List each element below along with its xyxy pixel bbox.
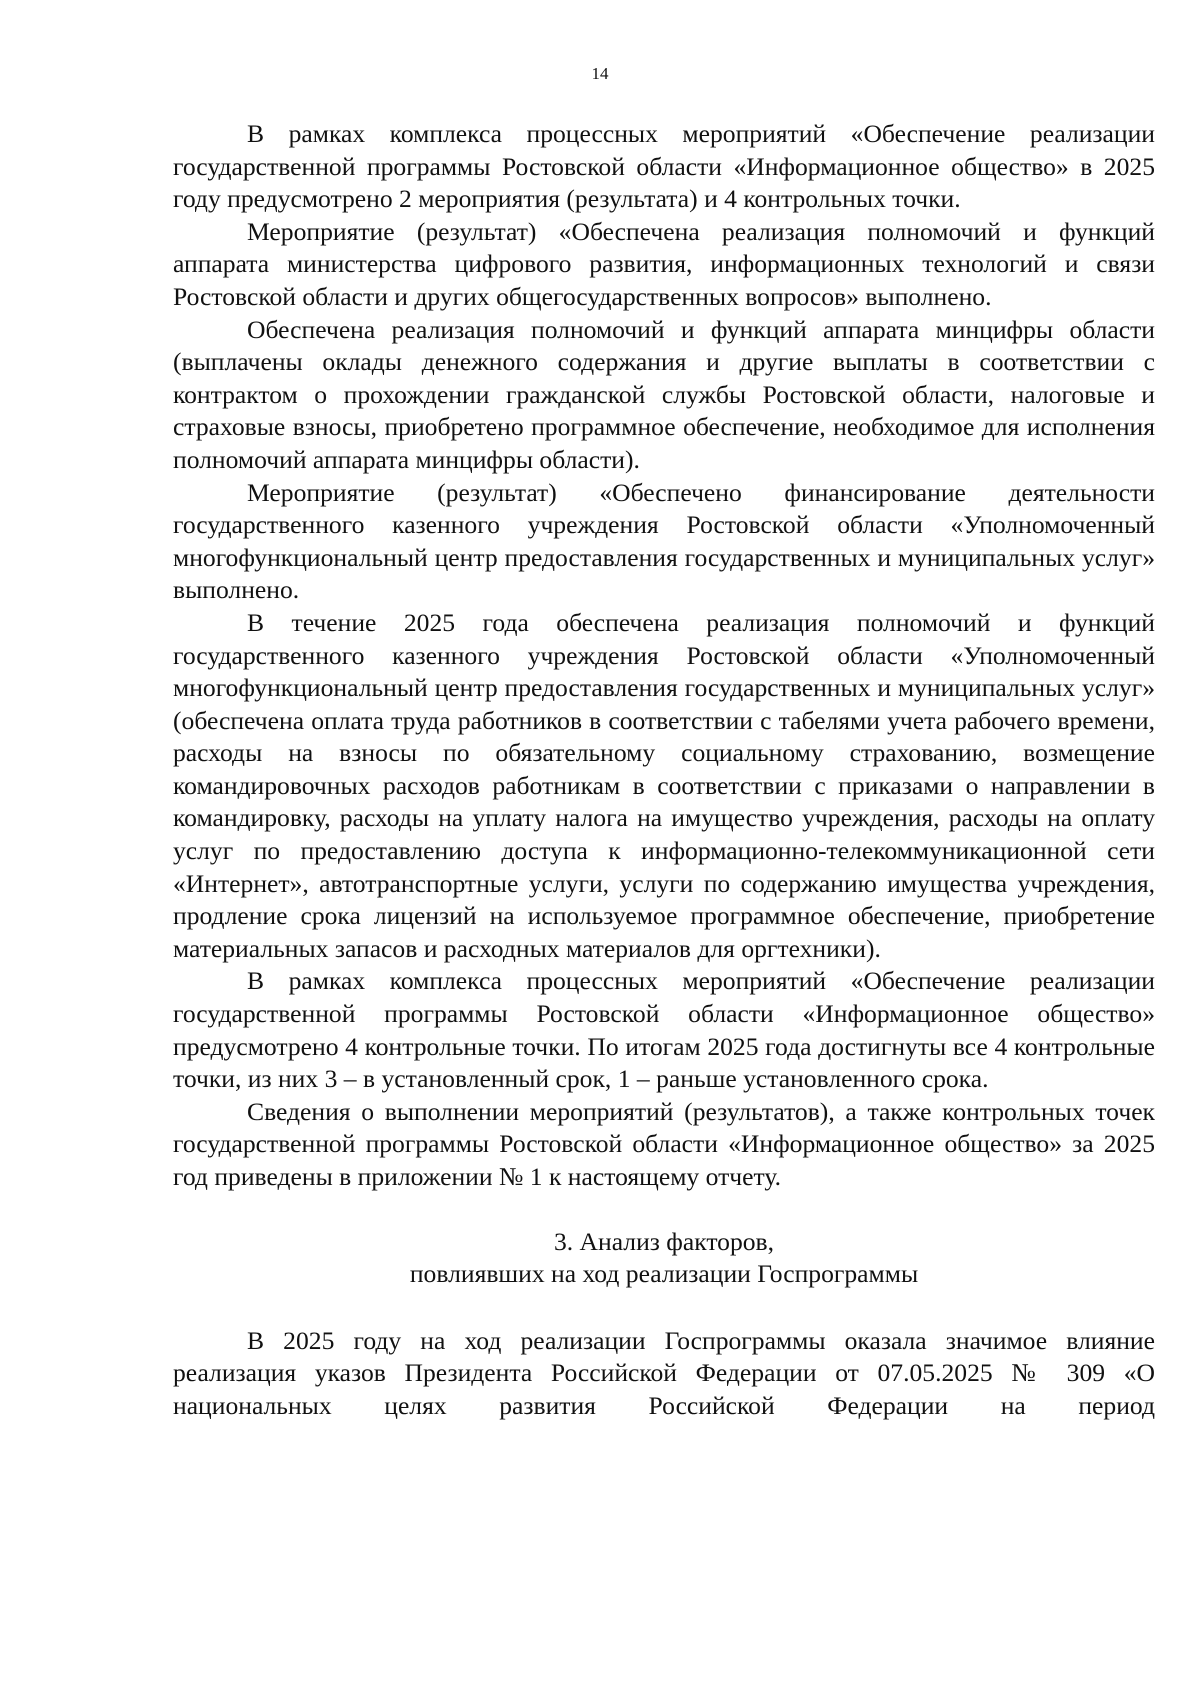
paragraph-5: В течение 2025 года обеспечена реализация полномочий и функций государственного казенного учреждения Ростовской области «Уполномоченный многофункциональный центр предоставления государственных и муниципальных услуг» (обеспечена оплата труда работников в соответствии с табелями учета рабочего времени, расходы на взносы по обязательному социальному страхованию, возмещение командировочных расходов работникам в соответствии с приказами о направлении в командировку, расходы на уплату налога на имущество учреждения, расходы на оплату услуг по предоставлению доступа к информационно-телекоммуникационной сети «Интернет», автотранспортные услуги, услуги по содержанию имущества учреждения, продление срока лицензий на используемое программное обеспечение, приобретение материальных запасов и расходных материалов для оргтехники). xyxy=(173,607,1155,963)
paragraph-3: Обеспечена реализация полномочий и функций аппарата минцифры области (выплачены оклады денежного содержания и другие выплаты в соответствии с контрактом о прохождении гражданской службы Ростовской области, налоговые и страховые взносы, приобретено программное обеспечение, необходимое для исполнения полномочий аппарата минцифры области). xyxy=(173,314,1155,474)
section-heading-line-2: повлиявших на ход реализации Госпрограммы xyxy=(409,1259,919,1289)
paragraph-6: В рамках комплекса процессных мероприятий «Обеспечение реализации государственной программы Ростовской области «Информационное общество» предусмотрено 4 контрольные точки. По итогам 2025 года достигнуты все 4 контрольные точки, из них 3 – в установленный срок, 1 – раньше установленного срока. xyxy=(173,966,1155,1094)
page-number: 14 xyxy=(591,64,609,83)
paragraph-4: Мероприятие (результат) «Обеспечено финансирование деятельности государственного казенного учреждения Ростовской области «Уполномоченный многофункциональный центр предоставления государственных и муниципальных услуг» выполнено. xyxy=(173,477,1155,605)
document-body xyxy=(173,118,1155,1423)
paragraph-7: Сведения о выполнении мероприятий (результатов), а также контрольных точек государственной программы Ростовской области «Информационное общество» за 2025 год приведены в приложении № 1 к настоящему отчету. xyxy=(173,1096,1155,1191)
section-heading xyxy=(173,1226,1155,1291)
paragraph-1: В рамках комплекса процессных мероприятий «Обеспечение реализации государственной программы Ростовской области «Информационное общество» в 2025 году предусмотрено 2 мероприятия (результата) и 4 контрольных точки. xyxy=(173,119,1155,214)
section-heading-line-1: 3. Анализ факторов, xyxy=(553,1226,775,1256)
closing-paragraph: В 2025 году на ход реализации Госпрограммы оказала значимое влияние реализация указов Президента Российской Федерации от 07.05.2025 № 309 «О национальных целях развития Российской Федерации на период xyxy=(173,1325,1155,1420)
paragraph-2: Мероприятие (результат) «Обеспечена реализация полномочий и функций аппарата министерства цифрового развития, информационных технологий и связи Ростовской области и других общегосударственных вопросов» выполнено. xyxy=(173,216,1155,311)
